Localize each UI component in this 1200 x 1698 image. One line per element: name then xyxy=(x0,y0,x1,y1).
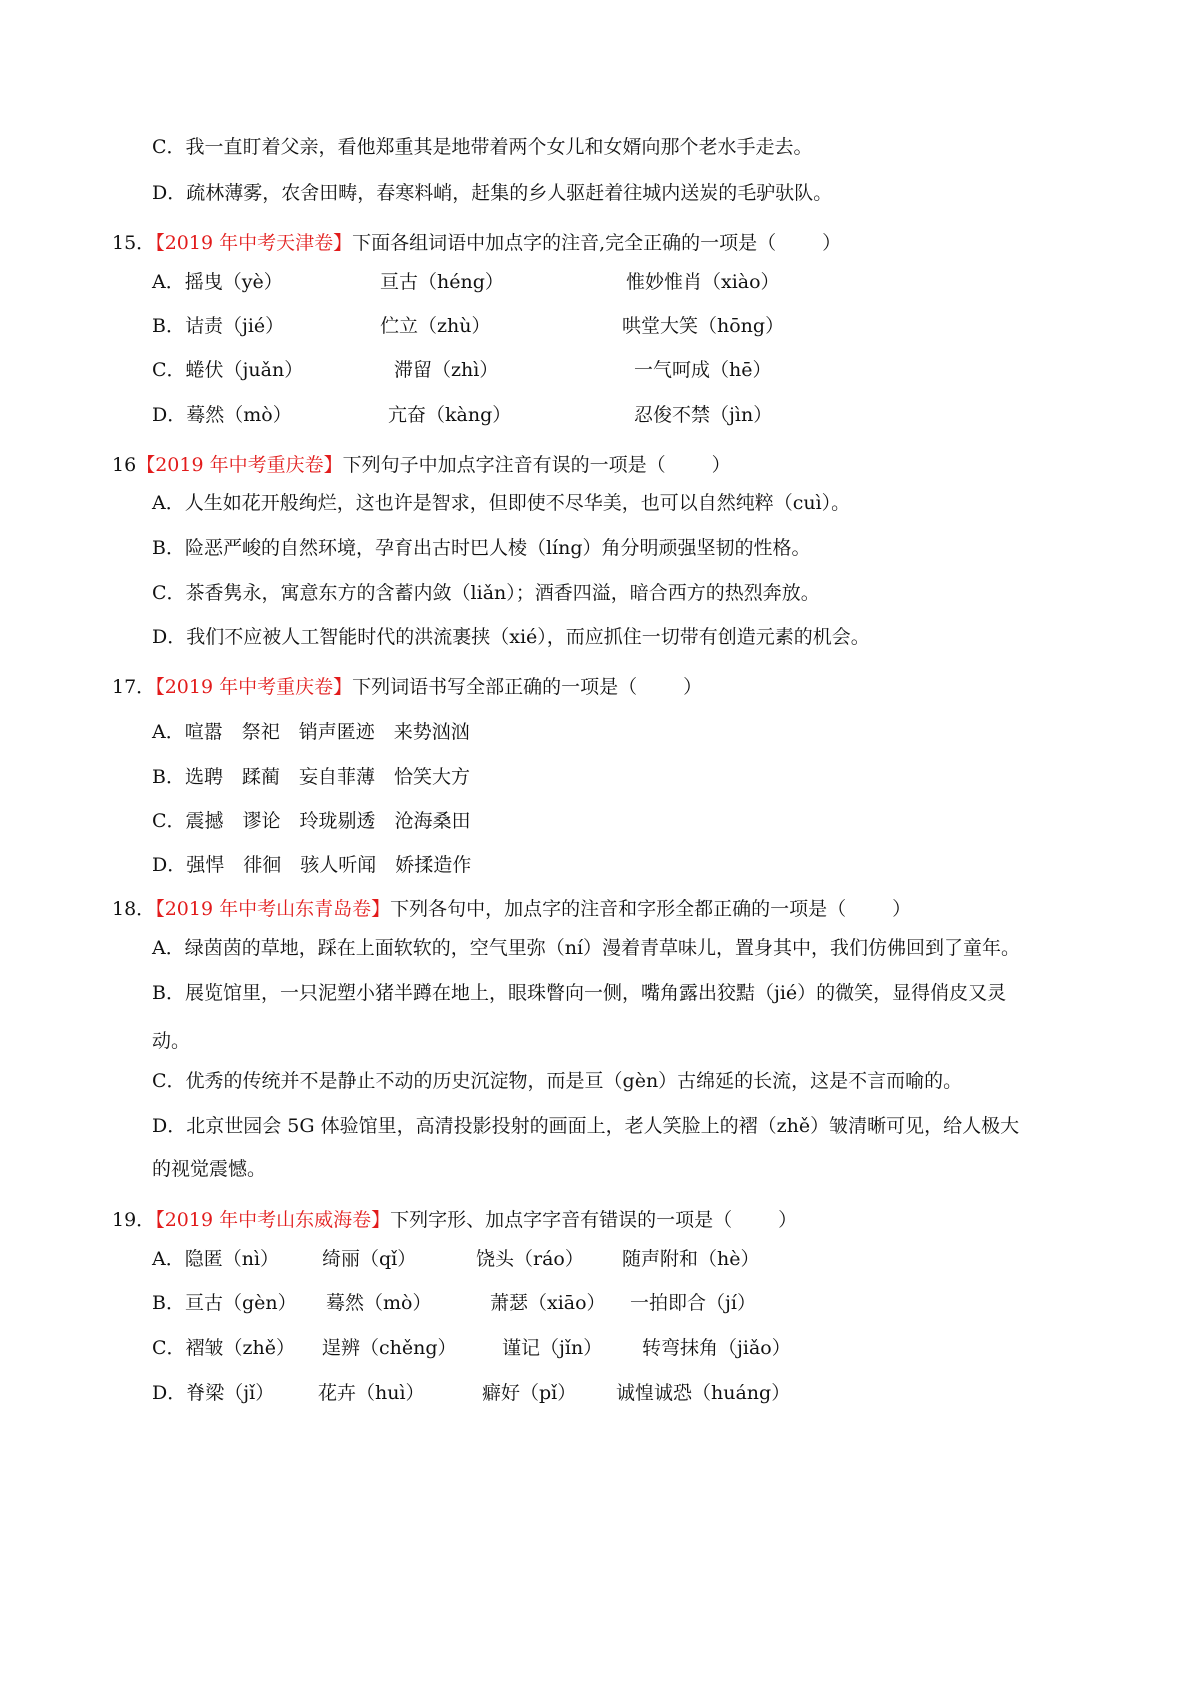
question-number: 15． xyxy=(112,232,156,254)
q17-option-a: A．喧嚣 祭祀 销声匿迹 来势汹汹 xyxy=(152,721,470,743)
q15-row-b xyxy=(0,313,1200,339)
q19-c-1: C．褶皱（zhě） xyxy=(152,1337,296,1359)
question-source: 【2019 年中考天津卷】 xyxy=(155,232,353,254)
q15-a-1: A．摇曳（yè） xyxy=(152,271,283,293)
q19-a-3: 饶头（ráo） xyxy=(476,1248,584,1270)
question-paren-close: ） xyxy=(711,454,731,476)
q19-stem xyxy=(112,1207,797,1233)
q19-b-3: 萧瑟（xiāo） xyxy=(490,1292,606,1314)
q19-a-2: 绮丽（qǐ） xyxy=(322,1248,417,1270)
q15-d-1: D．蓦然（mò） xyxy=(152,404,292,426)
q19-c-3: 谨记（jǐn） xyxy=(502,1337,603,1359)
q18-option-d-line2: 的视觉震憾。 xyxy=(152,1158,267,1180)
q19-b-2: 蓦然（mò） xyxy=(326,1292,432,1314)
question-paren-close: ） xyxy=(778,1209,798,1231)
question-source: 【2019 年中考山东威海卷】 xyxy=(155,1209,391,1231)
question-number: 16 xyxy=(112,454,137,476)
q15-stem xyxy=(112,230,841,256)
q15-a-3: 惟妙惟肖（xiào） xyxy=(626,271,780,293)
q16-option-d: D．我们不应被人工智能时代的洪流裹挟（xié），而应抓住一切带有创造元素的机会。 xyxy=(152,626,870,648)
q17-option-d: D．强悍 徘徊 骇人听闻 娇揉造作 xyxy=(152,854,472,876)
q19-a-4: 随声附和（hè） xyxy=(622,1248,760,1270)
q15-c-1: C．蜷伏（juǎn） xyxy=(152,359,304,381)
q14-option-c: C．我一直盯着父亲，看他郑重其是地带着两个女儿和女婿向那个老水手走去。 xyxy=(152,136,813,158)
q19-row-b xyxy=(0,1290,1200,1316)
q16-option-a: A．人生如花开般绚烂，这也许是智求，但即使不尽华美，也可以自然纯粹（cuì）。 xyxy=(152,492,851,514)
q18-option-b-line1: B．展览馆里，一只泥塑小猪半蹲在地上，眼珠瞥向一侧，嘴角露出狡黠（jié）的微笑，显得俏皮又灵 xyxy=(152,982,1007,1004)
q19-row-c xyxy=(0,1335,1200,1361)
q15-b-3: 哄堂大笑（hōng） xyxy=(622,315,785,337)
q18-option-b-line2: 动。 xyxy=(152,1030,191,1052)
q19-a-1: A．隐匿（nì） xyxy=(152,1248,280,1270)
q19-d-1: D．脊梁（jǐ） xyxy=(152,1382,275,1404)
question-source: 【2019 年中考山东青岛卷】 xyxy=(155,898,391,920)
q15-row-c xyxy=(0,357,1200,383)
q19-row-d xyxy=(0,1380,1200,1406)
q19-c-4: 转弯抹角（jiǎo） xyxy=(642,1337,791,1359)
q19-d-4: 诚惶诚恐（huáng） xyxy=(616,1382,791,1404)
q15-b-1: B．诘责（jié） xyxy=(152,315,285,337)
q17-stem xyxy=(112,674,702,700)
q15-b-2: 伫立（zhù） xyxy=(380,315,491,337)
question-text: 下列字形、加点字字音有错误的一项是（ xyxy=(390,1209,733,1231)
q16-stem xyxy=(112,452,731,478)
q15-c-2: 滞留（zhì） xyxy=(394,359,499,381)
q17-option-b: B．选聘 蹂蔺 妄自菲薄 恰笑大方 xyxy=(152,766,470,788)
question-paren-close: ） xyxy=(822,232,842,254)
question-text: 下列词语书写全部正确的一项是（ xyxy=(352,676,638,698)
question-number: 18． xyxy=(112,898,156,920)
question-source: 【2019 年中考重庆卷】 xyxy=(136,454,343,476)
question-paren-close: ） xyxy=(683,676,703,698)
question-number: 17． xyxy=(112,676,156,698)
q19-row-a xyxy=(0,1246,1200,1272)
q19-b-1: B．亘古（gèn） xyxy=(152,1292,297,1314)
q19-d-2: 花卉（huì） xyxy=(318,1382,425,1404)
q15-row-a xyxy=(0,269,1200,295)
q18-stem xyxy=(112,896,911,922)
q14-option-d: D．疏林薄雾，农舍田畴，春寒料峭，赶集的乡人驱赶着往城内送炭的毛驴驮队。 xyxy=(152,182,833,204)
q15-row-d xyxy=(0,402,1200,428)
question-paren-close: ） xyxy=(892,898,912,920)
question-text: 下列各句中，加点字的注音和字形全都正确的一项是（ xyxy=(390,898,847,920)
q16-option-b: B．险恶严峻的自然环境，孕育出古时巴人棱（líng）角分明顽强坚韧的性格。 xyxy=(152,537,811,559)
q15-c-3: 一气呵成（hē） xyxy=(634,359,772,381)
q19-d-3: 癖好（pǐ） xyxy=(482,1382,577,1404)
q19-c-2: 逞辨（chěng） xyxy=(322,1337,457,1359)
q18-option-a: A．绿茵茵的草地，踩在上面软软的，空气里弥（ní）漫着青草味儿，置身其中，我们仿佛回到了童年。 xyxy=(152,937,1021,959)
q18-option-d-line1: D．北京世园会 5G 体验馆里，高清投影投射的画面上，老人笑脸上的褶（zhě）皱清晰可见，给人极大 xyxy=(152,1115,1020,1137)
question-number: 19． xyxy=(112,1209,156,1231)
question-source: 【2019 年中考重庆卷】 xyxy=(155,676,353,698)
q15-d-3: 忍俊不禁（jìn） xyxy=(634,404,773,426)
q15-a-2: 亘古（héng） xyxy=(380,271,504,293)
q17-option-c: C．震撼 谬论 玲珑剔透 沧海桑田 xyxy=(152,810,471,832)
q19-b-4: 一拍即合（jí） xyxy=(630,1292,756,1314)
question-text: 下面各组词语中加点字的注音,完全正确的一项是（ xyxy=(352,232,777,254)
q18-option-c: C．优秀的传统并不是静止不动的历史沉淀物，而是亘（gèn）古绵延的长流，这是不言而喻的。 xyxy=(152,1070,963,1092)
q15-d-2: 亢奋（kàng） xyxy=(388,404,512,426)
q16-option-c: C．茶香隽永，寓意东方的含蓄内敛（liǎn）；酒香四溢，暗合西方的热烈奔放。 xyxy=(152,582,820,604)
question-text: 下列句子中加点字注音有误的一项是（ xyxy=(342,454,666,476)
